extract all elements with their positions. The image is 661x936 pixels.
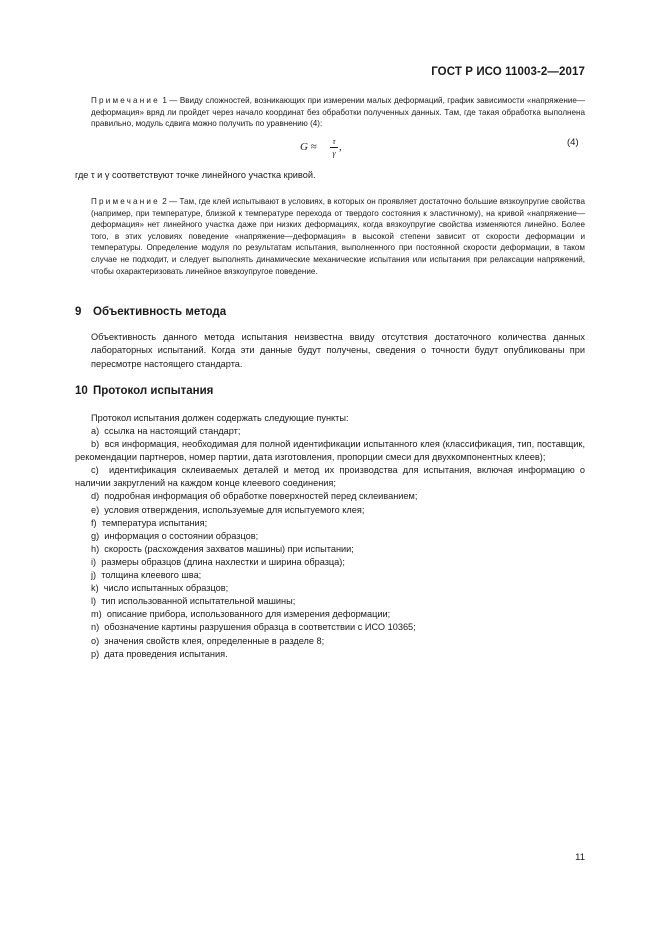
note-1 <box>75 95 585 130</box>
note-2-text: Там, где клей испытывают в условиях, в которых он проявляет достаточно большие вязкоупругие свойства (например, при температуре, близкой к температуре перехода от твердого состояния к эластичному), на кривой «напряжение—деформация» нет линейного участка даже при низких деформациях, когда вязкоупругие свойства изменяются линейно. Более того, в этих условиях поведение «напряжение—деформация» в высокой степени зависит от скорости деформации и температуры. Определение модуля по результатам испытания, выполненного при постоянной скорости деформации, в таком случае не подходит, и следует выполнять динамические механические испытания или испытания при релаксации напряжений, чтобы охарактеризовать линейное вязкоупругое поведение. <box>91 197 585 276</box>
list-item: g) информация о состоянии образцов; <box>91 530 259 541</box>
list-item: l) тип использованной испытательной машины; <box>91 596 296 607</box>
note-2-number: 2 — <box>159 197 180 206</box>
section-10-number: 10 <box>75 385 88 397</box>
formula-fraction-bar <box>330 147 338 148</box>
formula-comma: , <box>339 141 342 153</box>
list-item: h) скорость (расхождения захватов машины) при испытании; <box>91 543 354 554</box>
page-number: 11 <box>575 852 585 863</box>
list-item: a) ссылка на настоящий стандарт; <box>91 426 241 436</box>
note-2 <box>75 196 585 277</box>
formula-denominator: γ <box>332 149 336 158</box>
section-10-intro-text: Протокол испытания должен содержать следующие пункты: <box>91 413 349 423</box>
note-1-label: Примечание <box>91 96 160 105</box>
page-header-standard-id: ГОСТ Р ИСО 11003-2—2017 <box>431 66 585 78</box>
formula-fraction <box>330 137 338 158</box>
formula-numerator: τ <box>332 137 336 146</box>
section-10-title: Протокол испытания <box>93 385 214 397</box>
section-9-heading <box>75 306 226 318</box>
list-item: n) обозначение картины разрушения образца в соответствии с ИСО 10365; <box>91 622 416 633</box>
list-item: c) идентификация склеиваемых деталей и метод их производства для испытания, включая информацию о наличии закруглений на каждом конце клеевого соединения; <box>75 465 585 489</box>
note-1-text: Ввиду сложностей, возникающих при измерении малых деформаций, график зависимости «напряжение—деформация» вряд ли пройдет через начало координат без обработки полученных данных. Там, где такая обработка выполнена правильно, модуль сдвига можно получить по уравнению (4): <box>91 96 585 129</box>
note-1-number: 1 — <box>159 96 180 105</box>
section-10-heading <box>75 385 213 397</box>
list-item: o) значения свойств клея, определенные в разделе 8; <box>91 635 325 646</box>
section-10-intro <box>75 412 585 425</box>
note-2-label: Примечание <box>91 197 160 206</box>
section-9-number: 9 <box>75 306 82 318</box>
formula-lhs: G ≈ <box>300 141 317 153</box>
section-9-paragraph: Объективность данного метода испытания неизвестна ввиду отсутствия достаточного количества данных лабораторных испытаний. Когда эти данные будут получены, сведения о точности будут опубликованы при пересмотре настоящего стандарта. <box>91 332 585 369</box>
list-item: p) дата проведения испытания. <box>91 648 228 659</box>
list-item: e) условия отверждения, используемые для испытуемого клея; <box>91 504 365 515</box>
formula-4 <box>300 137 360 163</box>
section-9-title: Объективность метода <box>93 306 227 318</box>
list-item: m) описание прибора, использованного для измерения деформации; <box>91 609 391 620</box>
protocol-items-list <box>75 425 585 661</box>
list-item: j) толщина клеевого шва; <box>91 570 202 581</box>
list-item: d) подробная информация об обработке поверхностей перед склеиванием; <box>91 491 418 502</box>
list-item: b) вся информация, необходимая для полной идентификации испытанного клея (классификация, тип, поставщик, рекомендации партнеров, номер партии, дата изготовления, пропорции смеси для двухкомпонентных клеев); <box>75 439 585 463</box>
section-9-text <box>75 331 585 371</box>
where-line: где τ и γ соответствуют точке линейного участка кривой. <box>75 170 316 180</box>
list-item: f) температура испытания; <box>91 517 208 528</box>
formula-number: (4) <box>567 137 579 148</box>
list-item: i) размеры образцов (длина нахлестки и ширина образца); <box>91 556 345 567</box>
list-item: k) число испытанных образцов; <box>91 583 229 594</box>
